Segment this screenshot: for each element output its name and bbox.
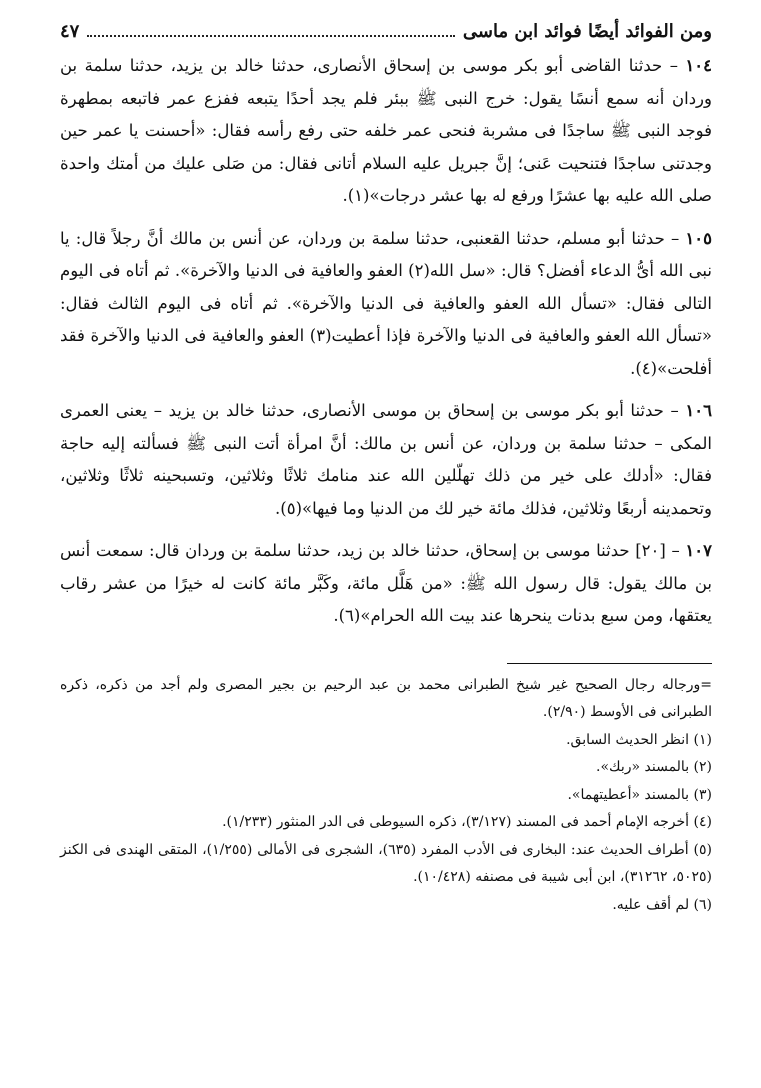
running-header <box>60 14 712 50</box>
hadith-number: ١٠٦ <box>685 401 712 420</box>
hadith-paragraph <box>60 50 712 213</box>
footnote: (٢) بالمسند «ربك». <box>596 759 712 775</box>
footnotes <box>60 672 712 920</box>
hadith-text: – حدثنا أبو مسلم، حدثنا القعنبى، حدثنا سلمة بن وردان، عن أنس بن مالك أنَّ رجلاً قال: يا نبى الله أىُّ الدعاء أفضل؟ قال: «سل الله(٢) العفو والعافية فى الدنيا والآخرة». ثم أتاه فى اليوم التالى فقال: «تسأل الله العفو والعافية فى الدنيا والآخرة». ثم أتاه فى اليوم الثالث فقال: «تسأل الله العفو والعافية فى الدنيا والآخرة فإذا أعطيت(٣) العفو والعافية فى الدنيا والآخرة فقد أفلحت»(٤). <box>60 228 712 378</box>
page-number: ٤٧ <box>60 21 80 42</box>
footnote: (٦) لم أقف عليه. <box>612 896 712 913</box>
hadith-paragraph <box>60 395 712 525</box>
footnote: (٣) بالمسند «أعطيتهما». <box>567 786 712 803</box>
hadith-text: – حدثنا القاضى أبو بكر موسى بن إسحاق الأنصارى، حدثنا خالد بن يزيد، حدثنا سلمة بن وردان أنه سمع أنسًا يقول: خرج النبى ﷺ ببئر فلم يجد أحدًا يتبعه ففزع عمر فاتبعه بمطهرة فوجد النبى ﷺ ساجدًا فى مشربة فنحى عمر خلفه حتى رفع رأسه فقال: «أحسنت يا عمر حين وجدتنى ساجدًا فتنحيت عَنى؛ إنَّ جبريل عليه السلام أتانى فقال: من صَلى عليك من أمتك واحدة صلى الله عليه بها عشرًا ورفع له بها عشر درجات»(١). <box>60 56 712 205</box>
hadith-number: ١٠٤ <box>685 56 712 75</box>
hadith-text: – حدثنا أبو بكر موسى بن إسحاق بن موسى الأنصارى، حدثنا خالد بن يزيد – يعنى العمرى المكى – حدثنا سلمة بن وردان، عن أنس بن مالك: أنَّ امرأة أتت النبى ﷺ فسألته إليه حاجة فقال: «أدلك على خير من ذلك تهلّلين الله عند منامك ثلاثًا وثلاثين، وتسبحينه ثلاثًا وثلاثين، وتحمدينه أربعًا وثلاثين، فذلك مائة خير لك من الدنيا وما فيها»(٥). <box>60 401 712 518</box>
hadith-text: – [٢٠] حدثنا موسى بن إسحاق، حدثنا خالد بن زيد، حدثنا سلمة بن وردان قال: سمعت أنس بن مالك يقول: قال رسول الله ﷺ: «من هَلَّل مائة، وكَبَّر مائة كانت له خيرًا من عشر رقاب يعتقها، ومن سبع بدنات ينحرها عند بيت الله الحرام»(٦). <box>60 541 712 625</box>
footnote: (١) انظر الحديث السابق. <box>566 731 712 748</box>
footnote-separator <box>507 663 712 664</box>
header-title: ومن الفوائد أيضًا فوائد ابن ماسى <box>462 21 712 42</box>
hadith-paragraph <box>60 535 712 633</box>
footnote: (٤) أخرجه الإمام أحمد فى المسند (٣/١٢٧)، ذكره السيوطى فى الدر المنثور (١/٢٣٣). <box>222 814 712 830</box>
hadith-number: ١٠٧ <box>685 541 712 560</box>
hadith-number: ١٠٥ <box>685 228 712 248</box>
header-dot-leader <box>87 15 455 37</box>
book-page <box>60 14 712 1074</box>
footnote: (٥) أطراف الحديث عند: البخارى فى الأدب المفرد (٦٣٥)، الشجرى فى الأمالى (١/٢٥٥)، المتقى الهندى فى الكنز (٥٠٢٥، ٣١٢٦٢)، ابن أبى شيبة فى مصنفه (١٠/٤٢٨). <box>60 841 713 885</box>
footnote-continuation: =ورجاله رجال الصحيح غير شيخ الطبرانى محمد بن عبد الرحيم بن بجير المصرى ولم أجد من ذكره، ذكره الطبرانى فى الأوسط (٢/٩٠). <box>60 676 712 720</box>
hadith-paragraph <box>60 223 712 386</box>
